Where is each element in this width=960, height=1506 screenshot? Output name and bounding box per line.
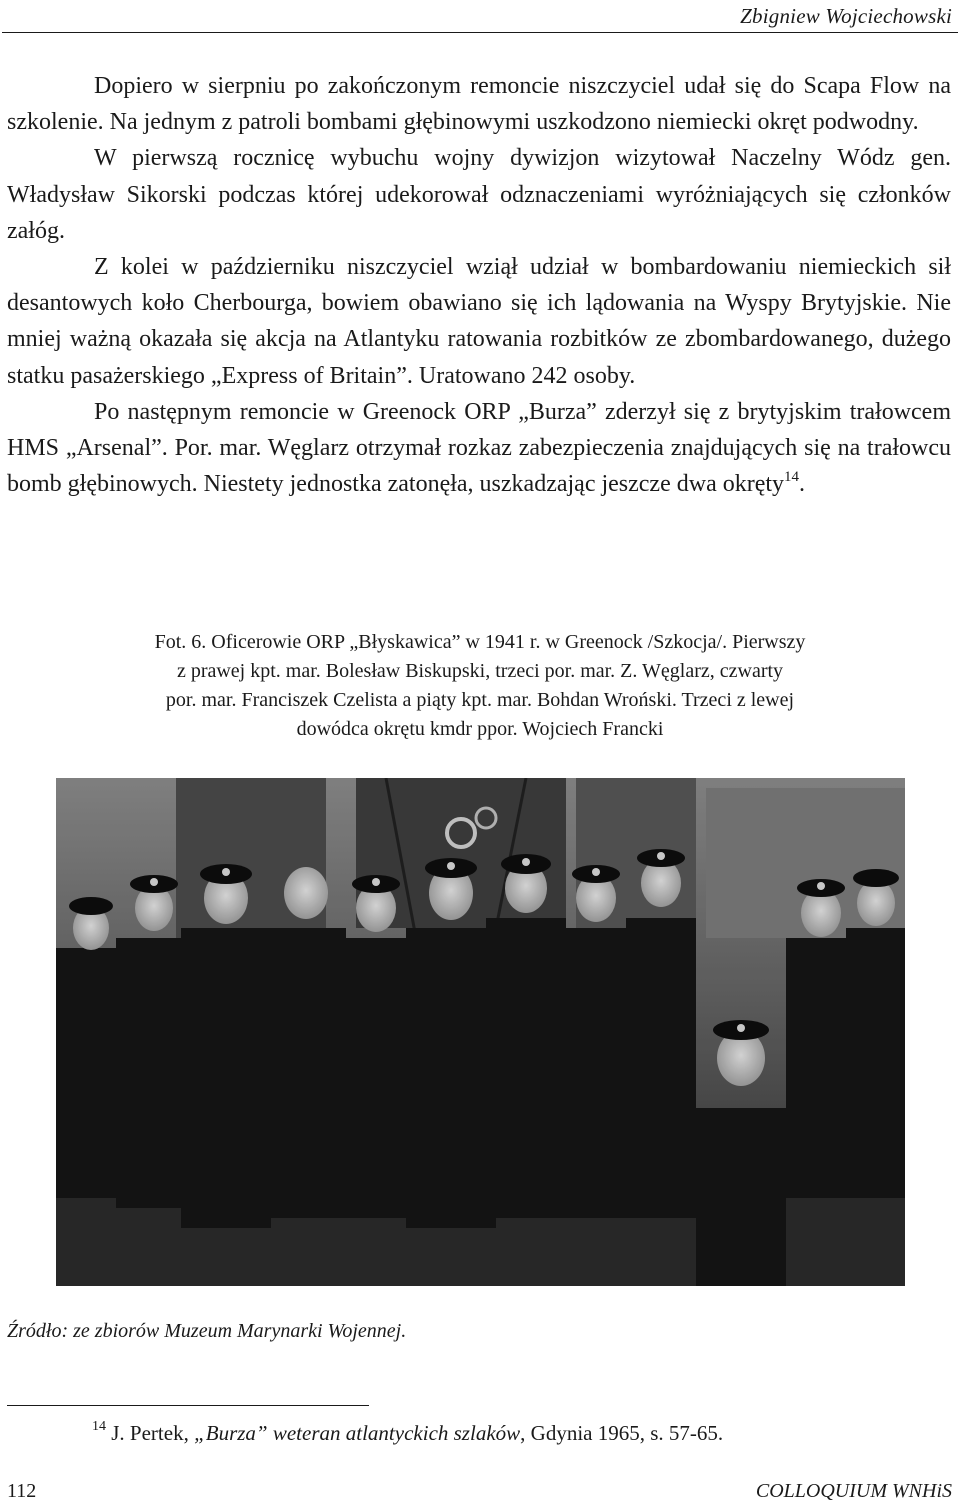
- photo-source: Źródło: ze zbiorów Muzeum Marynarki Wojennej.: [7, 1320, 407, 1342]
- paragraph-4-text: Po następnym remoncie w Greenock ORP „Burza” zderzył się z brytyjskim trałowcem HMS „Arsenal”. Por. mar. Węglarz otrzymał rozkaz zabezpieczenia znajdujących się na trałowcu bomb głębinowych. Niestety jednostka zatonęła, uszkadzając jeszcze dwa okręty: [7, 398, 951, 498]
- header-rule: [2, 32, 958, 33]
- footnote-author: J. Pertek,: [111, 1421, 195, 1445]
- footnote-publication: , Gdynia 1965, s. 57-65.: [520, 1421, 724, 1445]
- photograph-officers: [56, 778, 905, 1286]
- caption-line-1: Fot. 6. Oficerowie ORP „Błyskawica” w 1941 r. w Greenock /Szkocja/. Pierwszy: [154, 631, 806, 653]
- body-text: [7, 68, 951, 502]
- paragraph-4-end: .: [799, 471, 806, 498]
- page-number: 112: [7, 1480, 37, 1502]
- footnote-title-open: „Burza”: [194, 1421, 268, 1445]
- footnote-14: [92, 1418, 723, 1448]
- footnote-title-rest: weteran atlantyckich szlaków: [267, 1421, 521, 1445]
- footnote-reference[interactable]: 14: [784, 469, 800, 486]
- caption-line-4: dowódca okrętu kmdr ppor. Wojciech Francki: [296, 718, 664, 740]
- caption-line-2: z prawej kpt. mar. Bolesław Biskupski, trzeci por. mar. Z. Węglarz, czwarty: [176, 660, 784, 682]
- footnote-number: 14: [92, 1419, 106, 1434]
- paragraph-4: [7, 394, 951, 503]
- running-footer-journal: COLLOQUIUM WNHiS: [755, 1480, 952, 1502]
- photograph-officers-image: [56, 778, 905, 1286]
- paragraph-3: Z kolei w październiku niszczyciel wziął udział w bombardowaniu niemieckich sił desantowych koło Cherbourga, bowiem obawiano się ich lądowania na Wyspy Brytyjskie. Nie mniej ważną okazała się akcja na Atlantyku ratowania rozbitków ze zbombardowanego, dużego statku pasażerskiego „Express of Britain”. Uratowano 242 osoby.: [7, 254, 951, 389]
- paragraph-2: W pierwszą rocznicę wybuchu wojny dywizjon wizytował Naczelny Wódz gen. Władysław Sikorski podczas której udekorował odznaczeniami wyróżniających się członków załóg.: [7, 145, 951, 244]
- photo-caption: [30, 628, 930, 744]
- paragraph-1: Dopiero w sierpniu po zakończonym remoncie niszczyciel udał się do Scapa Flow na szkolenie. Na jednym z patroli bombami głębinowymi uszkodzono niemiecki okręt podwodny.: [7, 73, 951, 136]
- caption-line-3: por. mar. Franciszek Czelista a piąty kpt. mar. Bohdan Wroński. Trzeci z lewej: [165, 689, 795, 711]
- running-header-author: Zbigniew Wojciechowski: [740, 4, 952, 28]
- footnote-rule: [7, 1405, 369, 1406]
